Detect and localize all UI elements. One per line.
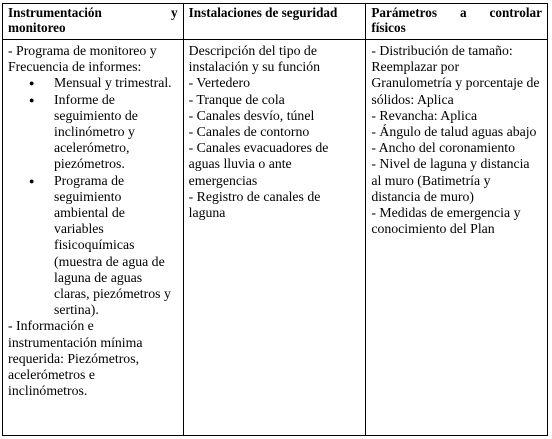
outro-text: - Información e instrumentación mínima requerida: Piezómetros, acelerómetros e inclinómetros.: [8, 318, 143, 399]
list-item: - Revancha: Aplica: [371, 107, 478, 123]
list-item: - Nivel de laguna y distancia al muro (Batimetría y distancia de muro): [371, 156, 530, 204]
list-item: - Registro de canales de laguna: [188, 188, 321, 221]
header-instrumentacion: [3, 4, 184, 40]
intro-line1: - Programa de monitoreo y: [8, 43, 157, 58]
list-item: ● Programa de seguimiento ambiental de variables fisicoquímicas (muestra de agua de laguna de aguas claras, piezómetros y sertina).: [8, 173, 178, 319]
header-row: [3, 4, 548, 40]
cell-instalaciones: [183, 40, 366, 436]
table-container: [2, 3, 548, 436]
bullet-list: [8, 75, 178, 318]
header-instrumentacion-line1: Instrumentación y: [8, 5, 178, 20]
control-table: [2, 3, 548, 436]
list-item: - Canales de contorno: [188, 124, 310, 140]
header-parametros: [366, 4, 548, 40]
header-parametros-line1: Parámetros a controlar: [371, 5, 542, 20]
header-parametros-line2: físicos: [371, 19, 406, 35]
list-item: - Canales desvío, túnel: [188, 107, 315, 123]
list-item: - Canales evacuadores de aguas lluvia o ante emergencias: [188, 140, 329, 188]
body-row: [3, 40, 548, 436]
cell-instrumentacion: [3, 40, 184, 436]
list-item: - Medidas de emergencia y conocimiento del Plan: [371, 205, 521, 237]
list-item: - Tranque de cola: [188, 91, 285, 107]
header-instrumentacion-line2: monitoreo: [8, 19, 66, 35]
cell-parametros: [366, 40, 548, 436]
list-item: ● Informe de seguimiento de inclinómetro y acelerómetro, piezómetros.: [8, 92, 178, 173]
header-instalaciones-text: Instalaciones de seguridad: [188, 5, 338, 20]
instalaciones-intro: Descripción del tipo de instalación y su función: [188, 43, 321, 75]
list-item: - Ancho del coronamiento: [371, 140, 516, 156]
header-instalaciones: [183, 4, 366, 40]
list-item: - Ángulo de talud aguas abajo: [371, 124, 537, 140]
list-item: - Distribución de tamaño: Reemplazar por Granulometría y porcentaje de sólidos: Aplica: [371, 43, 540, 107]
list-item: - Vertedero: [188, 75, 251, 91]
list-item: ● Mensual y trimestral.: [8, 75, 178, 91]
intro-line2: Frecuencia de informes:: [8, 59, 142, 75]
